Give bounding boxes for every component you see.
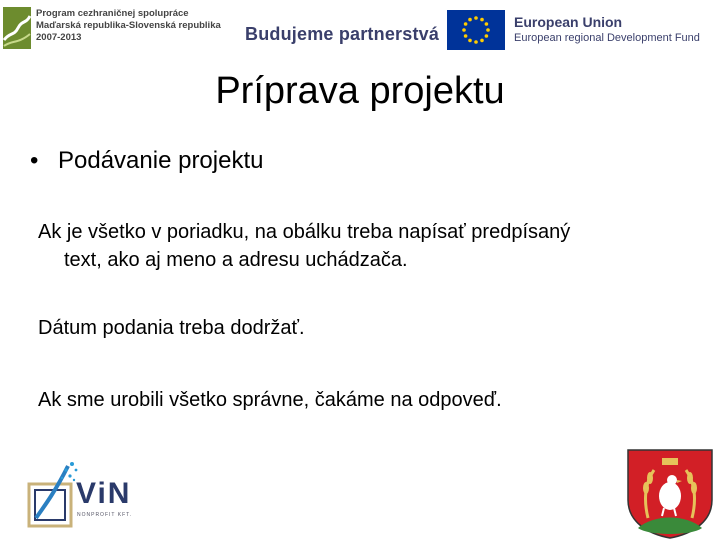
bullet-text: Podávanie projektu (58, 147, 264, 174)
eu-subtitle: European regional Development Fund (514, 32, 700, 44)
vin-logo-text: ViN (76, 477, 132, 510)
program-text-line: 2007-2013 (36, 32, 82, 43)
paragraph (38, 218, 698, 274)
eu-text (514, 14, 700, 45)
program-logo-icon (2, 6, 32, 50)
slide-title: Príprava projektu (215, 70, 505, 112)
program-text (36, 8, 221, 44)
paragraph-line: Dátum podania treba dodržať. (38, 317, 305, 339)
program-text-line: Maďarská republika-Slovenská republika (36, 20, 221, 31)
paragraph (38, 386, 502, 414)
paragraph-line: text, ako aj meno a adresu uchádzača. (64, 249, 408, 271)
bullet-marker: • (30, 147, 39, 174)
header-logos (0, 0, 720, 60)
paragraph-line: Ak je všetko v poriadku, na obálku treba napísať predpísaný (38, 221, 571, 243)
program-text-line: Program cezhraničnej spolupráce (36, 8, 189, 19)
coat-of-arms-icon (624, 448, 716, 540)
eu-flag-icon (447, 10, 505, 50)
vin-logo-subtext: NONPROFIT KFT. (77, 512, 133, 518)
eu-title: European Union (514, 14, 623, 30)
paragraph-line: Ak sme urobili všetko správne, čakáme na odpoveď. (38, 389, 502, 411)
bullet-item (30, 146, 263, 176)
slogan: Budujeme partnerstvá (245, 24, 440, 44)
paragraph (38, 314, 305, 342)
